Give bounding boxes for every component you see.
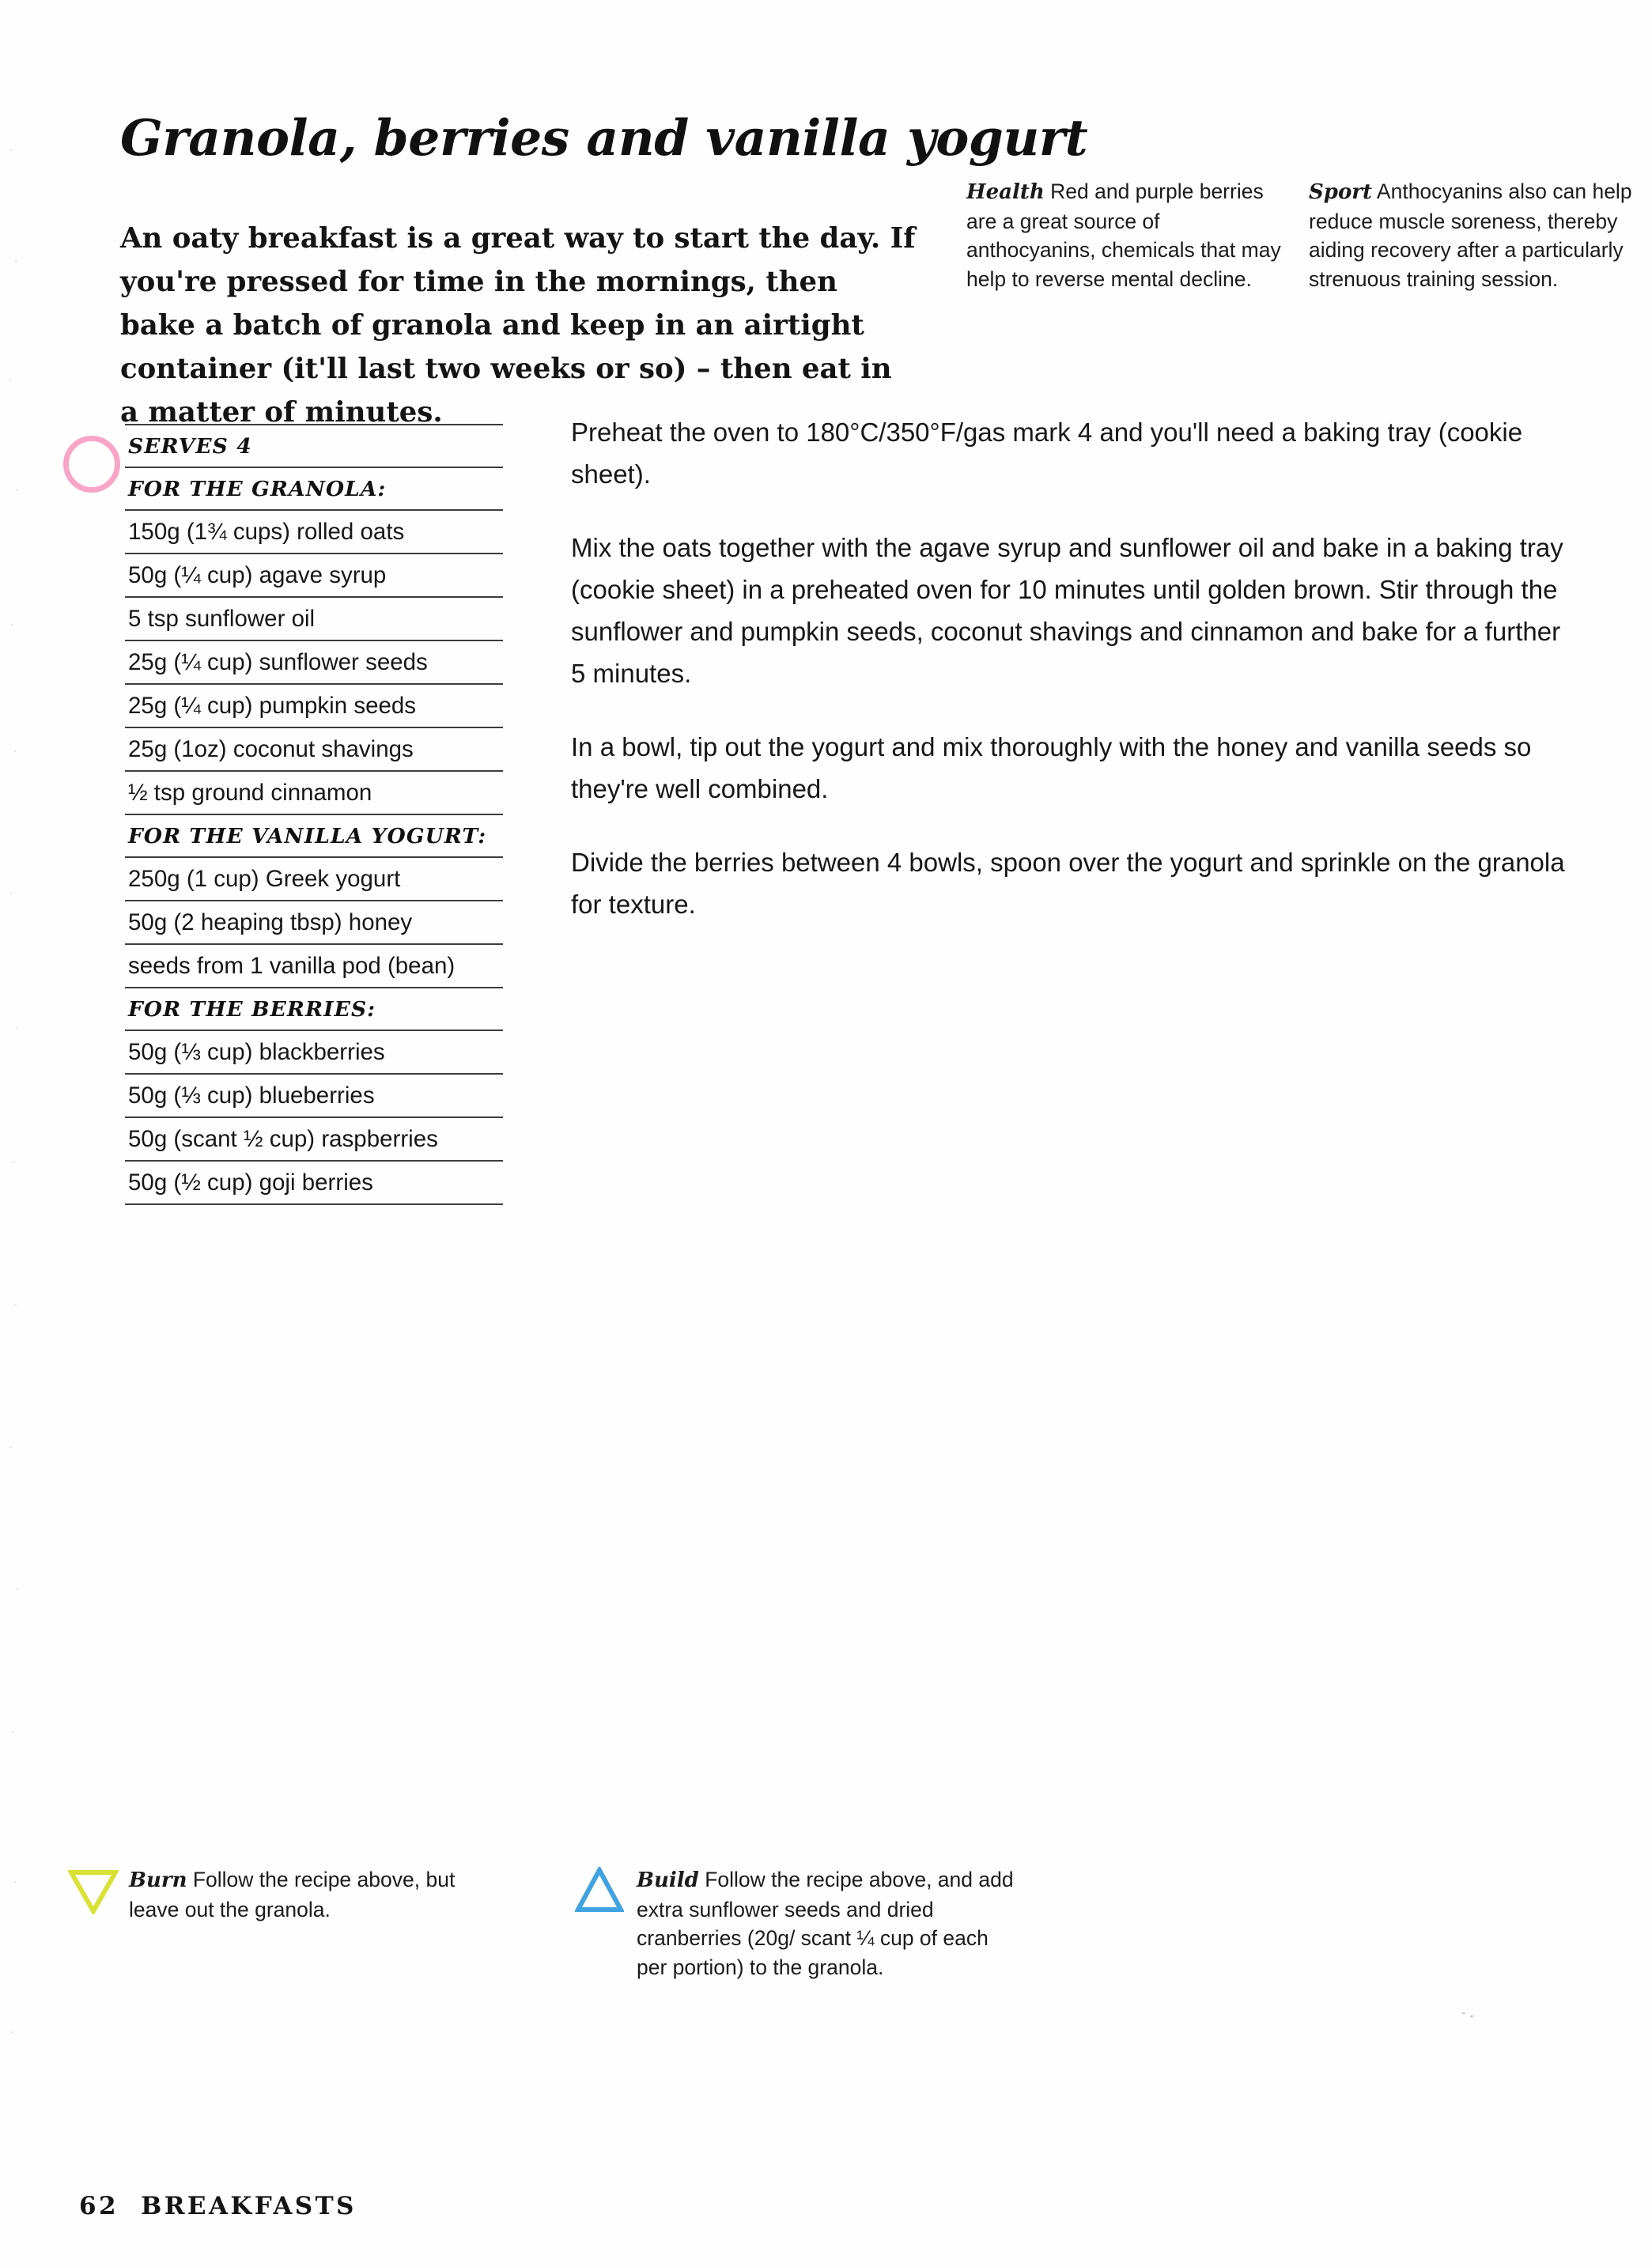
method-step: In a bowl, tip out the yogurt and mix thoroughly with the honey and vanilla seeds so they're well combined. [571,732,1532,803]
ingredient-item: seeds from 1 vanilla pod (bean) [125,943,503,987]
ingredient-section-header: FOR THE BERRIES: [125,987,503,1030]
page-title: Granola, berries and vanilla yogurt [120,108,1088,168]
note-sport-text: Anthocyanins also can help reduce muscle soreness, thereby aiding recovery after a particularly strenuous training session. [1309,179,1632,291]
ingredient-item: 50g (scant ½ cup) raspberries [125,1116,503,1160]
variant-build-label: Build [637,1868,699,1892]
ingredient-item: 50g (⅓ cup) blueberries [125,1073,503,1116]
ingredient-item: 25g (¼ cup) pumpkin seeds [125,683,503,727]
ingredient-item: 50g (¼ cup) agave syrup [125,553,503,596]
method-steps [571,411,1579,925]
note-health-text: Red and purple berries are a great source of anthocyanins, chemicals that may help to reverse mental decline. [966,179,1281,291]
variant-burn [129,1865,485,1924]
ingredient-rows [125,467,503,1205]
note-sport-label: Sport [1309,180,1373,204]
ingredient-item: 50g (½ cup) goji berries [125,1160,503,1205]
triangle-down-icon [68,1868,119,1914]
footer-section: BREAKFASTS [141,2192,357,2220]
ingredient-item: ½ tsp ground cinnamon [125,770,503,814]
ingredient-item: 150g (1¾ cups) rolled oats [125,509,503,553]
variant-burn-label: Burn [129,1868,187,1892]
serves-label: SERVES 4 [125,424,503,467]
variant-build-text: Follow the recipe above, and add extra sunflower seeds and dried cranberries (20g/ scant ¼ cup of each per portion) to the granola. [637,1868,1014,1979]
method-step: Divide the berries between 4 bowls, spoon over the yogurt and sprinkle on the granola for texture. [571,848,1565,919]
triangle-up-icon [575,1867,624,1913]
note-sport [1309,177,1635,293]
recipe-intro: An oaty breakfast is a great way to start the day. If you're pressed for time in the mornings, then bake a batch of granola and keep in an airtight container (it'll last two weeks or so) – then eat in a matter of minutes. [120,221,916,429]
ingredient-item: 25g (1oz) coconut shavings [125,727,503,770]
method-step: Mix the oats together with the agave syrup and sunflower oil and bake in a baking tray (cookie sheet) in a preheated oven for 10 minutes until golden brown. Stir through the sunflower and pumpkin seeds, coconut shavings and cinnamon and bake for a further 5 minutes. [571,533,1563,688]
scan-noise-bottom-right [1459,2008,1480,2021]
note-health-label: Health [966,180,1045,204]
method-step: Preheat the oven to 180°C/350°F/gas mark 4 and you'll need a baking tray (cookie sheet). [571,418,1523,489]
ingredient-section-header: FOR THE GRANOLA: [125,467,503,509]
ingredient-section-header: FOR THE VANILLA YOGURT: [125,814,503,856]
ingredients-list [125,424,503,1205]
footer-page-number: 62 [79,2192,119,2220]
page-footer [79,2192,357,2220]
ingredient-item: 5 tsp sunflower oil [125,596,503,640]
scan-noise-left [6,119,30,2174]
circle-annotation-marker [63,436,120,493]
variant-burn-text: Follow the recipe above, but leave out the granola. [129,1868,456,1921]
ingredient-item: 50g (2 heaping tbsp) honey [125,900,503,943]
note-health [966,177,1283,293]
variant-build [637,1865,1016,1982]
ingredient-item: 25g (¼ cup) sunflower seeds [125,640,503,683]
ingredient-item: 250g (1 cup) Greek yogurt [125,856,503,900]
ingredient-item: 50g (⅓ cup) blackberries [125,1030,503,1073]
